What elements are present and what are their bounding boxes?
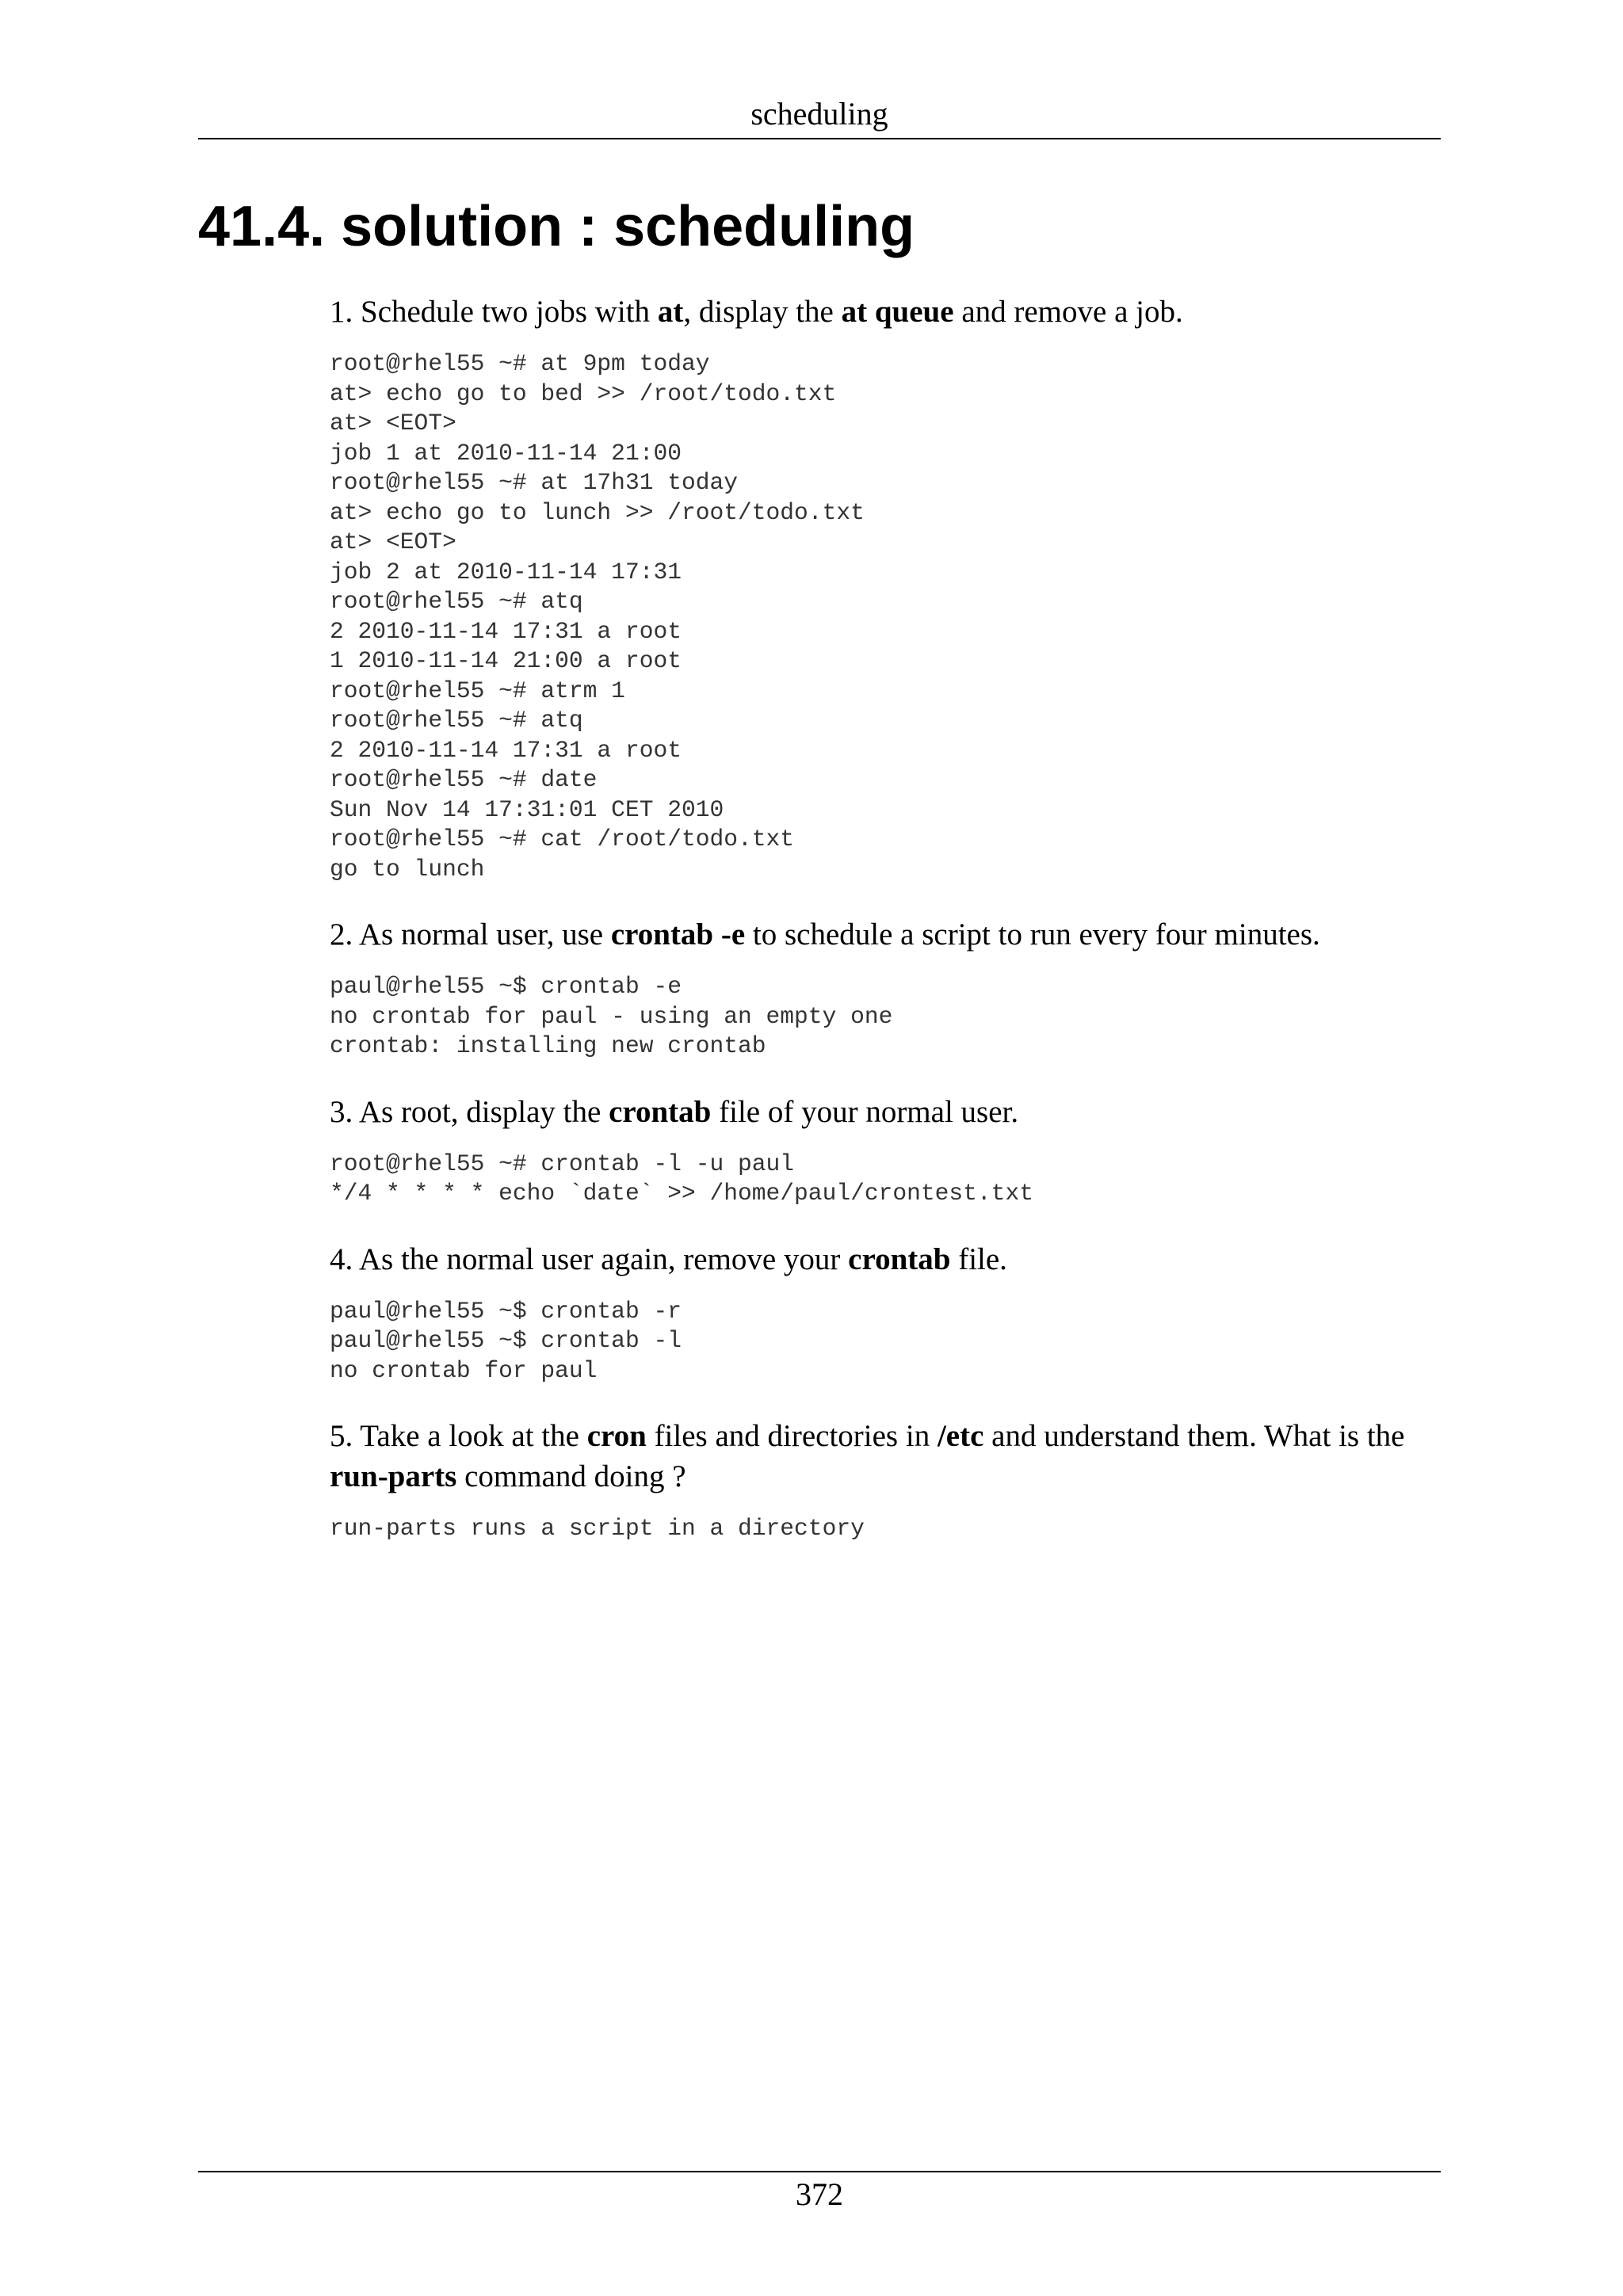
code-block-5: run-parts runs a script in a directory <box>330 1515 865 1542</box>
step-keyword: at queue <box>841 295 954 329</box>
step-keyword: crontab -e <box>610 917 746 952</box>
exercise-step-1 <box>330 292 1442 332</box>
step-text: command doing ? <box>456 1459 686 1493</box>
code-block-3: root@rhel55 ~# crontab -l -u paul */4 * * * * echo `date` >> /home/paul/crontest.txt <box>330 1150 1033 1207</box>
exercise-list <box>330 292 1442 1574</box>
step-text: 1. Schedule two jobs with <box>330 295 658 329</box>
footer-rule <box>198 2171 1441 2172</box>
step-text: 3. As root, display the <box>330 1094 609 1129</box>
step-keyword: crontab <box>848 1241 951 1276</box>
step-keyword: at <box>657 295 684 329</box>
step-text: files and directories in <box>646 1419 938 1453</box>
step-keyword: run-parts <box>330 1459 457 1493</box>
code-block-4: paul@rhel55 ~$ crontab -r paul@rhel55 ~$ crontab -l no crontab for paul <box>330 1297 682 1384</box>
step-text: file. <box>950 1241 1007 1276</box>
exercise-step-2 <box>330 914 1442 955</box>
exercise-step-5 <box>330 1416 1442 1497</box>
step-text: , display the <box>683 295 842 329</box>
exercise-step-3 <box>330 1092 1442 1132</box>
step-text: 5. Take a look at the <box>330 1419 587 1453</box>
step-text: 4. As the normal user again, remove your <box>330 1241 849 1276</box>
page-number: 372 <box>796 2176 843 2212</box>
step-text: 2. As normal user, use <box>330 917 611 952</box>
step-text: to schedule a script to run every four minutes. <box>745 917 1320 952</box>
page-title: 41.4. solution : scheduling <box>198 195 915 258</box>
code-block-2: paul@rhel55 ~$ crontab -e no crontab for paul - using an empty one crontab: installing new crontab <box>330 973 893 1059</box>
exercise-step-4 <box>330 1239 1442 1280</box>
step-text: and understand them. What is the <box>983 1419 1405 1453</box>
running-header: scheduling <box>750 96 888 132</box>
step-text: and remove a job. <box>953 295 1183 329</box>
code-block-1: root@rhel55 ~# at 9pm today at> echo go to bed >> /root/todo.txt at> <EOT> job 1 at 2010-11-14 21:00 root@rhel55 ~# at 17h31 today at> echo go to lunch >> /root/todo.txt at> <EOT> job 2 at 2010-11-14 17:31 root@rhel55 ~# atq 2 2010-11-14 17:31 a root 1 2010-11-14 21:00 a root root@rhel55 ~# atrm 1 root@rhel55 ~# atq 2 2010-11-14 17:31 a root root@rhel55 ~# date Sun Nov 14 17:31:01 CET 2010 root@rhel55 ~# cat /root/todo.txt go to lunch <box>330 350 865 883</box>
header-rule <box>198 138 1441 139</box>
step-text: file of your normal user. <box>711 1094 1019 1129</box>
step-keyword: /etc <box>937 1419 984 1453</box>
step-keyword: crontab <box>609 1094 712 1129</box>
step-keyword: cron <box>586 1419 647 1453</box>
